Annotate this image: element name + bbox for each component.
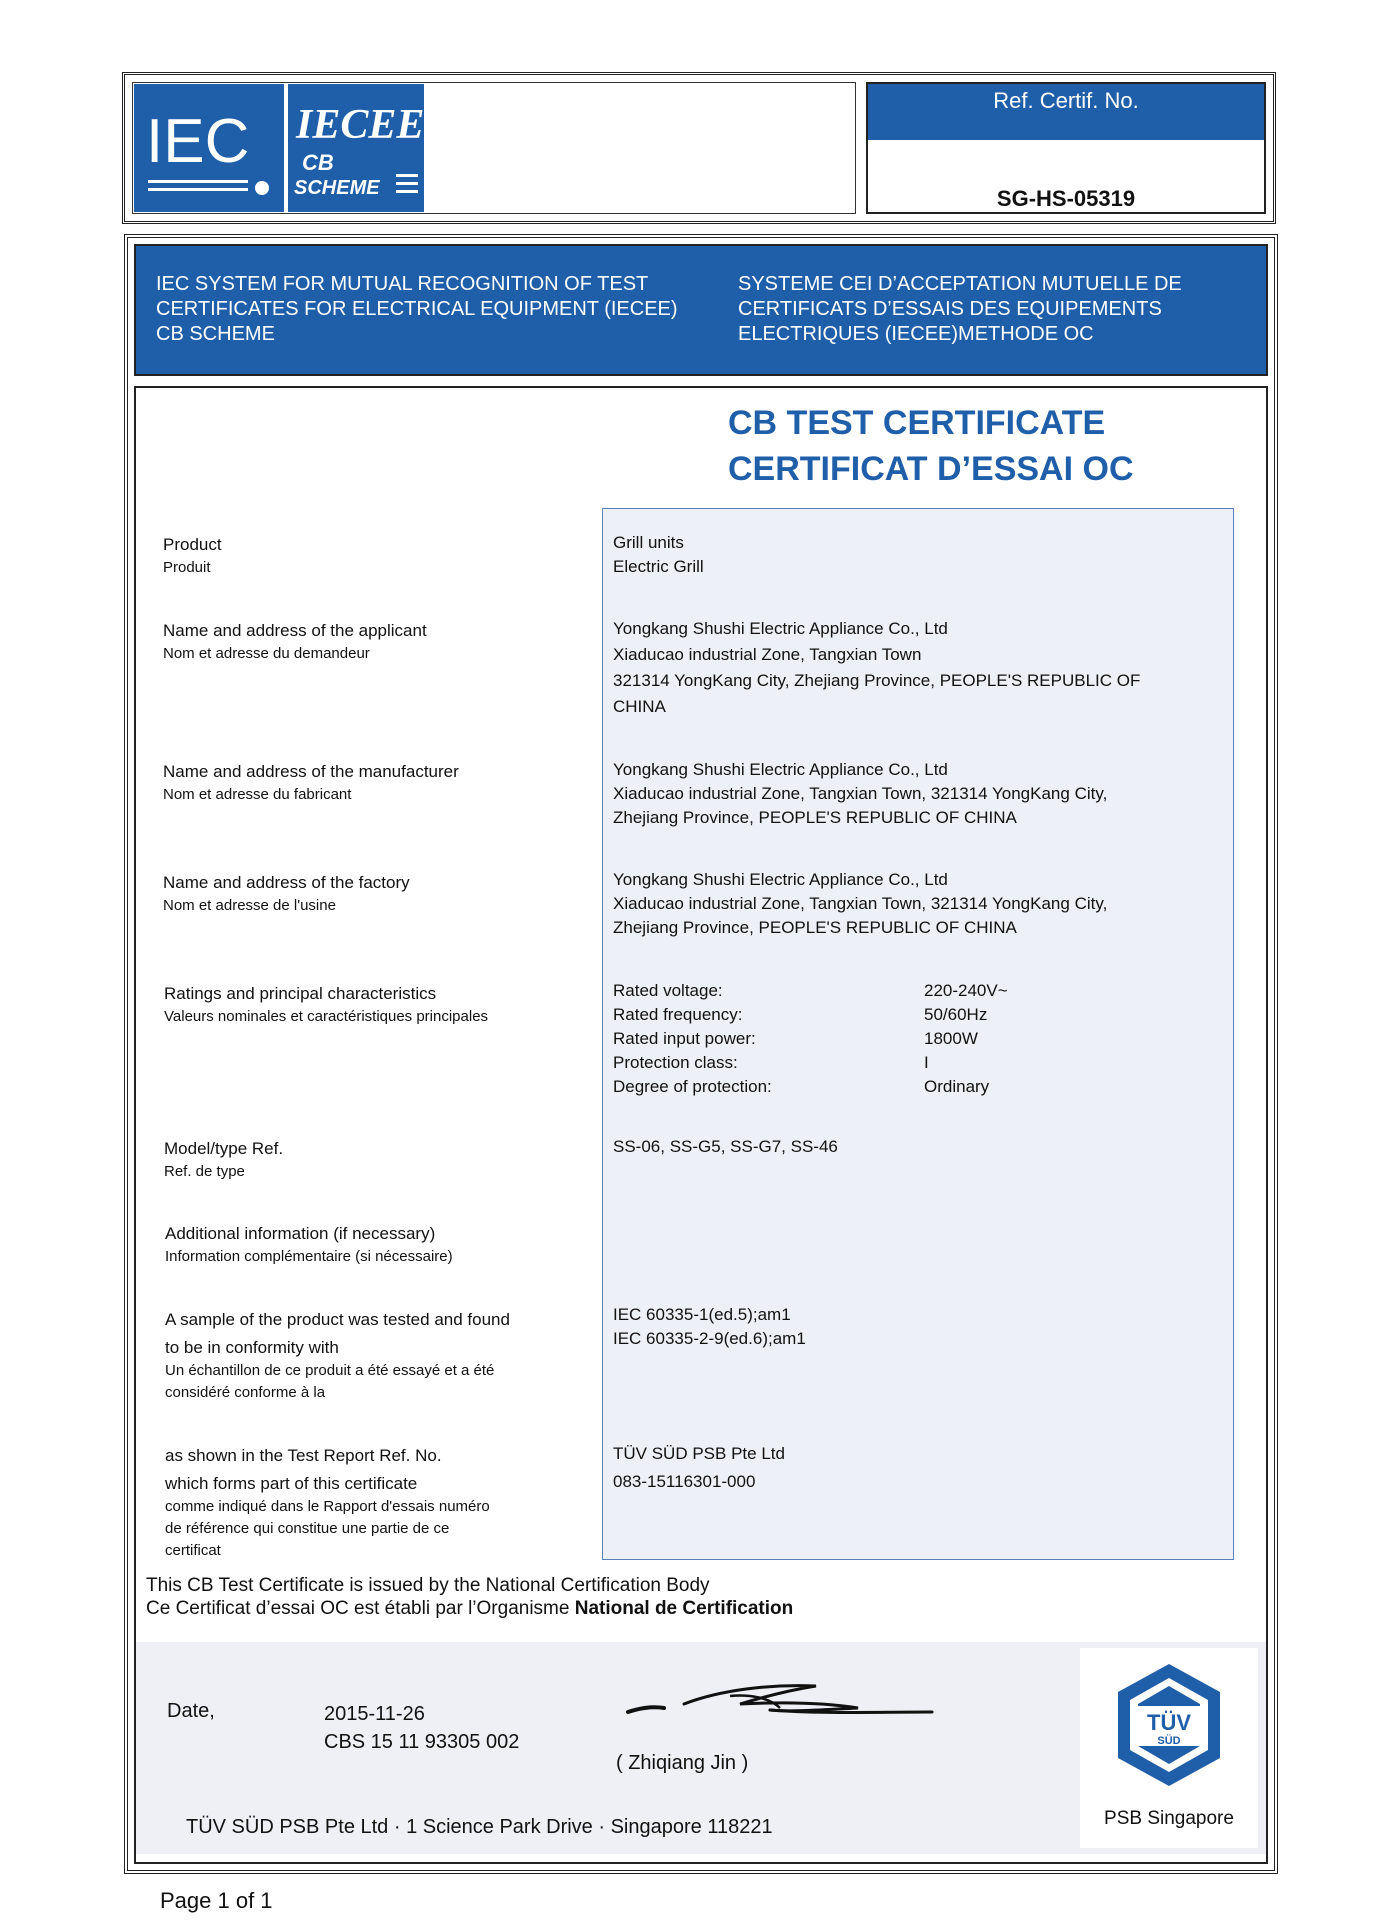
issued-french [146,1597,793,1620]
tuv-logo-icon [1108,1660,1230,1790]
conformity-value [613,1303,806,1351]
value-line: Xiaducao industrial Zone, Tangxian Town [613,645,922,664]
signature-image [620,1668,940,1734]
label-line: considéré conforme à la [165,1384,326,1401]
value-line: Electric Grill [613,557,704,576]
label-line: A sample of the product was tested and found [165,1310,510,1329]
model-value: SS-06, SS-G5, SS-G7, SS-46 [613,1137,838,1156]
applicant-value [613,616,1140,720]
model-label: Model/type Ref. [164,1139,284,1158]
value-line: CHINA [613,697,666,716]
issued-french-text: Ce Certificat d’essai OC est établi par l’Organisme [146,1598,575,1619]
ratings-values [924,979,1008,1099]
logo-iecee-text: IECEE [296,102,424,148]
rating-value: 1800W [924,1029,978,1048]
rating-key: Degree of protection: [613,1077,772,1096]
rating-value: 50/60Hz [924,1005,988,1024]
standard-line: IEC 60335-1(ed.5);am1 [613,1305,791,1324]
page-number: Page 1 of 1 [160,1888,273,1913]
banner-en-line: CERTIFICATES FOR ELECTRICAL EQUIPMENT (IECEE) [156,298,678,320]
report-value [613,1440,785,1496]
manufacturer-label: Name and address of the manufacturer [163,762,459,781]
additional-label-fr: Information complémentaire (si nécessaire) [165,1248,453,1265]
banner-english [156,272,716,347]
banner-fr-line: CERTIFICATS D’ESSAIS DES EQUIPEMENTS [738,298,1162,320]
issued-statement [146,1574,793,1620]
rating-key: Rated input power: [613,1029,756,1048]
product-value [613,531,704,579]
iec-iecee-logo [134,84,424,212]
label-line: comme indiqué dans le Rapport d'essais numéro [165,1498,490,1515]
value-line: Grill units [613,533,684,552]
certificate-title [728,400,1134,492]
manufacturer-label-fr: Nom et adresse du fabricant [163,786,352,803]
product-label-fr: Produit [163,559,211,576]
model-label-fr: Ref. de type [164,1163,245,1180]
applicant-label-fr: Nom et adresse du demandeur [163,645,370,662]
value-line: Zhejiang Province, PEOPLE'S REPUBLIC OF CHINA [613,808,1017,827]
banner-fr-line: SYSTEME CEI D’ACCEPTATION MUTUELLE DE [738,273,1182,295]
logo-cb-text: CB [302,150,334,175]
value-line: Xiaducao industrial Zone, Tangxian Town, 321314 YongKang City, [613,784,1108,803]
banner-french [738,272,1258,347]
banner-en-line: CB SCHEME [156,323,275,345]
value-line: Xiaducao industrial Zone, Tangxian Town, 321314 YongKang City, [613,894,1108,913]
value-line: Yongkang Shushi Electric Appliance Co., Ltd [613,619,948,638]
rating-key: Protection class: [613,1053,738,1072]
ratings-label-fr: Valeurs nominales et caractéristiques principales [164,1008,489,1025]
rating-value: I [924,1053,929,1072]
value-line: Yongkang Shushi Electric Appliance Co., Ltd [613,870,948,889]
tuv-logo-text: TÜV [1147,1710,1191,1735]
label-line: as shown in the Test Report Ref. No. [165,1446,442,1465]
product-label: Product [163,535,222,554]
conformity-label-fr [165,1360,494,1404]
signer-name: ( Zhiqiang Jin ) [616,1752,749,1774]
value-line: TÜV SÜD PSB Pte Ltd [613,1444,785,1463]
label-line: which forms part of this certificate [165,1474,418,1493]
rating-value: Ordinary [924,1077,990,1096]
manufacturer-value [613,758,1107,830]
ref-number: SG-HS-05319 [996,186,1136,211]
issuer-address: TÜV SÜD PSB Pte Ltd · 1 Science Park Drive · Singapore 118221 [186,1816,773,1838]
factory-label-fr: Nom et adresse de l'usine [163,897,336,914]
applicant-label: Name and address of the applicant [163,621,427,640]
value-line: 321314 YongKang City, Zhejiang Province, PEOPLE'S REPUBLIC OF [613,671,1141,690]
rating-key: Rated frequency: [613,1005,743,1024]
conformity-label [165,1306,510,1362]
factory-value [613,868,1107,940]
label-line: de référence qui constitue une partie de ce [165,1520,450,1537]
report-label [165,1442,442,1498]
additional-label: Additional information (if necessary) [165,1224,436,1243]
cbs-number: CBS 15 11 93305 002 [324,1731,520,1753]
label-line: to be in conformity with [165,1338,339,1357]
title-english: CB TEST CERTIFICATE [728,404,1106,442]
report-label-fr [165,1496,490,1562]
label-line: certificat [165,1542,221,1559]
tuv-caption: PSB Singapore [1104,1808,1234,1829]
ref-label: Ref. Certif. No. [993,88,1139,113]
ratings-label: Ratings and principal characteristics [164,984,437,1003]
issued-french-bold: National de Certification [574,1598,794,1619]
logo-iec-text: IEC [146,107,250,176]
rating-value: 220-240V~ [924,981,1008,1000]
banner-fr-line: ELECTRIQUES (IECEE)METHODE OC [738,323,1094,345]
value-line: Yongkang Shushi Electric Appliance Co., Ltd [613,760,948,779]
banner-en-line: IEC SYSTEM FOR MUTUAL RECOGNITION OF TEST [156,273,649,295]
date-label: Date, [167,1700,215,1722]
issued-english: This CB Test Certificate is issued by the National Certification Body [146,1575,710,1596]
ratings-keys [613,979,772,1099]
value-line: 083-15116301-000 [613,1472,756,1491]
rating-key: Rated voltage: [613,981,723,1000]
date-block [324,1700,519,1756]
title-french: CERTIFICAT D’ESSAI OC [728,450,1134,488]
label-line: Un échantillon de ce produit a été essayé et a été [165,1362,495,1379]
tuv-sub-text: SÜD [1157,1735,1181,1747]
factory-label: Name and address of the factory [163,873,410,892]
value-line: Zhejiang Province, PEOPLE'S REPUBLIC OF CHINA [613,918,1017,937]
logo-scheme-text: SCHEME [294,177,380,199]
issue-date: 2015-11-26 [324,1703,425,1725]
standard-line: IEC 60335-2-9(ed.6);am1 [613,1329,806,1348]
